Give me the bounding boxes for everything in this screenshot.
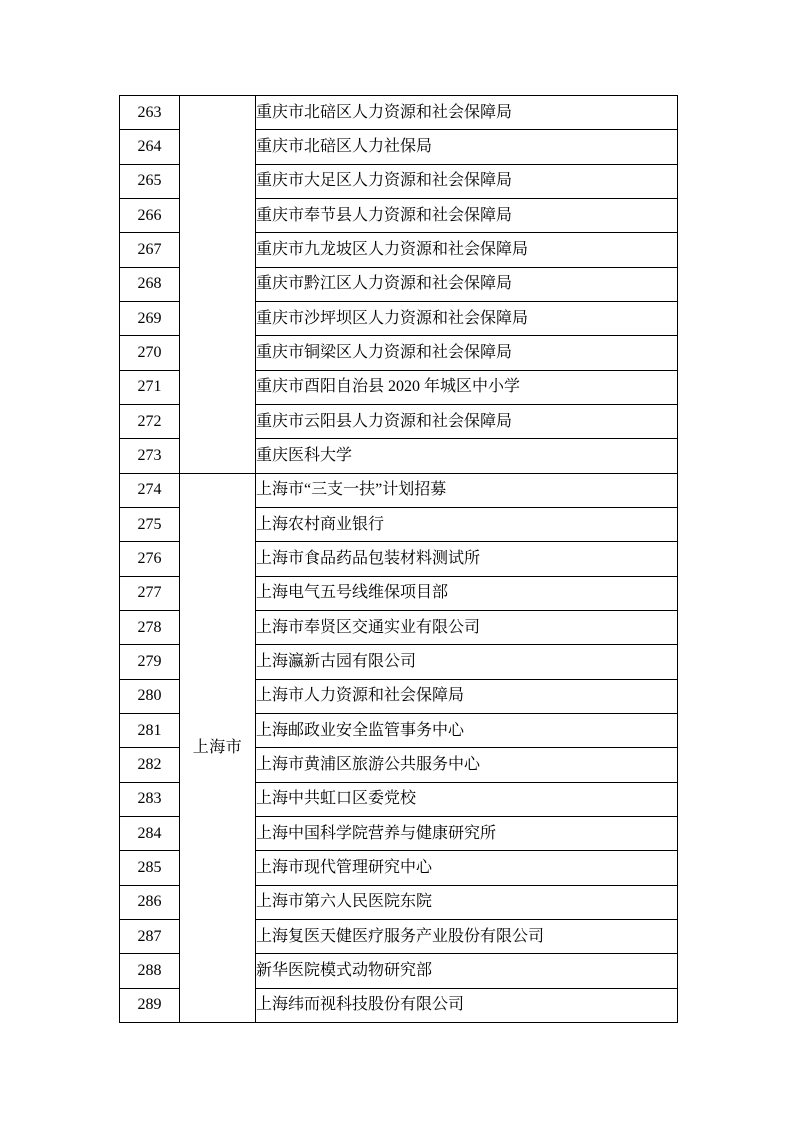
row-number-cell: 272 (120, 404, 180, 438)
row-number-cell: 271 (120, 370, 180, 404)
table-row (120, 96, 678, 130)
organization-cell: 重庆市九龙坡区人力资源和社会保障局 (256, 233, 678, 267)
organization-cell: 重庆市铜梁区人力资源和社会保障局 (256, 336, 678, 370)
row-number-cell: 289 (120, 988, 180, 1022)
region-merged-cell (180, 96, 256, 474)
table-row (120, 473, 678, 507)
row-number-cell: 276 (120, 542, 180, 576)
organization-cell: 上海市第六人民医院东院 (256, 885, 678, 919)
organization-cell: 重庆市云阳县人力资源和社会保障局 (256, 404, 678, 438)
organization-cell: 上海市人力资源和社会保障局 (256, 679, 678, 713)
row-number-cell: 269 (120, 301, 180, 335)
row-number-cell: 286 (120, 885, 180, 919)
row-number-cell: 264 (120, 130, 180, 164)
organization-cell: 重庆市北碚区人力社保局 (256, 130, 678, 164)
row-number-cell: 275 (120, 507, 180, 541)
row-number-cell: 287 (120, 919, 180, 953)
row-number-cell: 268 (120, 267, 180, 301)
organization-cell: 上海农村商业银行 (256, 507, 678, 541)
region-merged-cell: 上海市 (180, 473, 256, 1022)
row-number-cell: 285 (120, 851, 180, 885)
organization-cell: 新华医院模式动物研究部 (256, 954, 678, 988)
organization-cell: 上海市“三支一扶”计划招募 (256, 473, 678, 507)
row-number-cell: 282 (120, 748, 180, 782)
row-number-cell: 265 (120, 164, 180, 198)
organization-cell: 上海纬而视科技股份有限公司 (256, 988, 678, 1022)
organization-cell: 上海市黄浦区旅游公共服务中心 (256, 748, 678, 782)
organization-cell: 上海中国科学院营养与健康研究所 (256, 816, 678, 850)
row-number-cell: 278 (120, 610, 180, 644)
org-table (119, 95, 678, 1023)
organization-cell: 重庆市大足区人力资源和社会保障局 (256, 164, 678, 198)
row-number-cell: 288 (120, 954, 180, 988)
row-number-cell: 273 (120, 439, 180, 473)
organization-cell: 上海复医天健医疗服务产业股份有限公司 (256, 919, 678, 953)
organization-cell: 重庆医科大学 (256, 439, 678, 473)
organization-cell: 重庆市北碚区人力资源和社会保障局 (256, 96, 678, 130)
organization-cell: 上海邮政业安全监管事务中心 (256, 713, 678, 747)
organization-cell: 重庆市奉节县人力资源和社会保障局 (256, 198, 678, 232)
organization-cell: 重庆市沙坪坝区人力资源和社会保障局 (256, 301, 678, 335)
row-number-cell: 280 (120, 679, 180, 713)
row-number-cell: 266 (120, 198, 180, 232)
organization-cell: 上海瀛新古园有限公司 (256, 645, 678, 679)
organization-cell: 上海市现代管理研究中心 (256, 851, 678, 885)
organization-cell: 上海中共虹口区委党校 (256, 782, 678, 816)
row-number-cell: 277 (120, 576, 180, 610)
row-number-cell: 283 (120, 782, 180, 816)
org-table-body (120, 96, 678, 1023)
row-number-cell: 270 (120, 336, 180, 370)
organization-cell: 重庆市酉阳自治县 2020 年城区中小学 (256, 370, 678, 404)
organization-cell: 上海市食品药品包装材料测试所 (256, 542, 678, 576)
row-number-cell: 281 (120, 713, 180, 747)
organization-cell: 重庆市黔江区人力资源和社会保障局 (256, 267, 678, 301)
row-number-cell: 274 (120, 473, 180, 507)
row-number-cell: 263 (120, 96, 180, 130)
organization-cell: 上海电气五号线维保项目部 (256, 576, 678, 610)
row-number-cell: 267 (120, 233, 180, 267)
row-number-cell: 279 (120, 645, 180, 679)
organization-cell: 上海市奉贤区交通实业有限公司 (256, 610, 678, 644)
row-number-cell: 284 (120, 816, 180, 850)
